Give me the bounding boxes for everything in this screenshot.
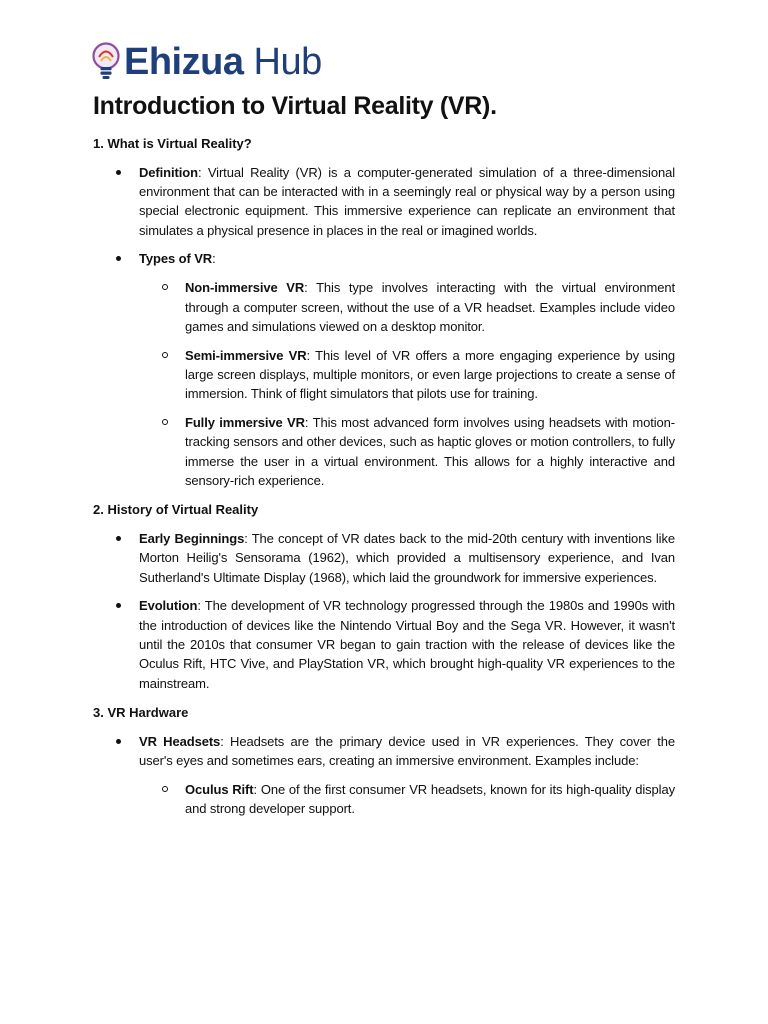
page-title: Introduction to Virtual Reality (VR). [93, 92, 497, 120]
section-1-list [93, 163, 675, 490]
brand-name [124, 40, 322, 84]
section-heading-vr-hardware: 3. VR Hardware [93, 704, 189, 720]
term-fully-immersive: Fully immersive VR [185, 415, 305, 431]
list-item-evolution [93, 596, 675, 692]
section-3-list [93, 732, 675, 819]
document-body [93, 88, 675, 818]
term-vr-headsets: VR Headsets [139, 733, 221, 749]
text-vr-headsets: : Headsets are the primary device used in VR experiences. They cover the user's eyes and sometimes ears, creating an immersive environment. Examples include: [139, 733, 675, 769]
term-semi-immersive: Semi-immersive VR [185, 347, 307, 363]
lightbulb-icon [92, 42, 120, 82]
list-item-vr-headsets [93, 732, 675, 819]
term-evolution: Evolution [139, 598, 198, 614]
term-types-of-vr: Types of VR [139, 251, 213, 267]
term-non-immersive: Non-immersive VR [185, 280, 305, 296]
text-evolution: : The development of VR technology progressed through the 1980s and 1990s with the introduction of devices like the Nintendo Virtual Boy and the Sega VR. However, it wasn't until the 2010s that consumer VR began to gain traction with the release of devices like the Oculus Rift, HTC Vive, and PlayStation VR, which brought high-quality VR experiences to the mainstream. [139, 598, 675, 691]
text-early-beginnings: : The concept of VR dates back to the mid-20th century with inventions like Morton Heilig's Sensorama (1962), which provided a multisensory experience, and Ivan Sutherland's Ultimate Display (1968), which laid the groundwork for immersive experiences. [139, 531, 675, 585]
term-oculus-rift: Oculus Rift [185, 781, 254, 797]
sublist-item-semi-immersive [139, 346, 675, 404]
text-semi-immersive: : This level of VR offers a more engaging experience by using large screen displays, multiple monitors, or even large projections to create a sense of immersion. Think of flight simulators that pilots use for training. [185, 347, 676, 402]
brand-logo [92, 40, 322, 84]
list-item-types-of-vr [93, 249, 675, 490]
text-fully-immersive: : This most advanced form involves using headsets with motion-tracking sensors and other devices, such as haptic gloves or motion controllers, to fully immerse the user in a virtual environment. This allows for a highly interactive and sensory-rich experience. [185, 415, 675, 488]
brand-name-regular: Hub [253, 41, 322, 83]
text-oculus-rift: : One of the first consumer VR headsets, known for its high-quality display and strong developer support. [185, 781, 675, 817]
section-2-list [93, 529, 675, 693]
sublist-item-non-immersive [139, 278, 675, 336]
section-heading-what-is-vr: 1. What is Virtual Reality? [93, 136, 252, 151]
section-heading-history: 2. History of Virtual Reality [93, 502, 259, 518]
headsets-sublist [139, 780, 675, 819]
text-definition: : Virtual Reality (VR) is a computer-generated simulation of a three-dimensional environment that can be interacted with in a seemingly real or physical way by a person using special electronic equipment. This immersive experience can replicate an environment that simulates a physical presence in places in the real or imagined worlds. [139, 164, 675, 238]
brand-name-bold: Ehizua [124, 41, 244, 83]
list-item-early-beginnings [93, 529, 675, 587]
text-non-immersive: : This type involves interacting with the virtual environment through a computer screen, without the use of a VR headset. Examples include video games and simulations viewed on a desktop monitor. [185, 280, 675, 334]
term-early-beginnings: Early Beginnings [139, 531, 245, 547]
text-types-of-vr: : [212, 251, 216, 267]
term-definition: Definition [139, 164, 198, 180]
sublist-item-fully-immersive [139, 413, 675, 490]
list-item-definition [93, 163, 675, 240]
types-sublist [139, 278, 675, 490]
sublist-item-oculus-rift [139, 780, 675, 819]
